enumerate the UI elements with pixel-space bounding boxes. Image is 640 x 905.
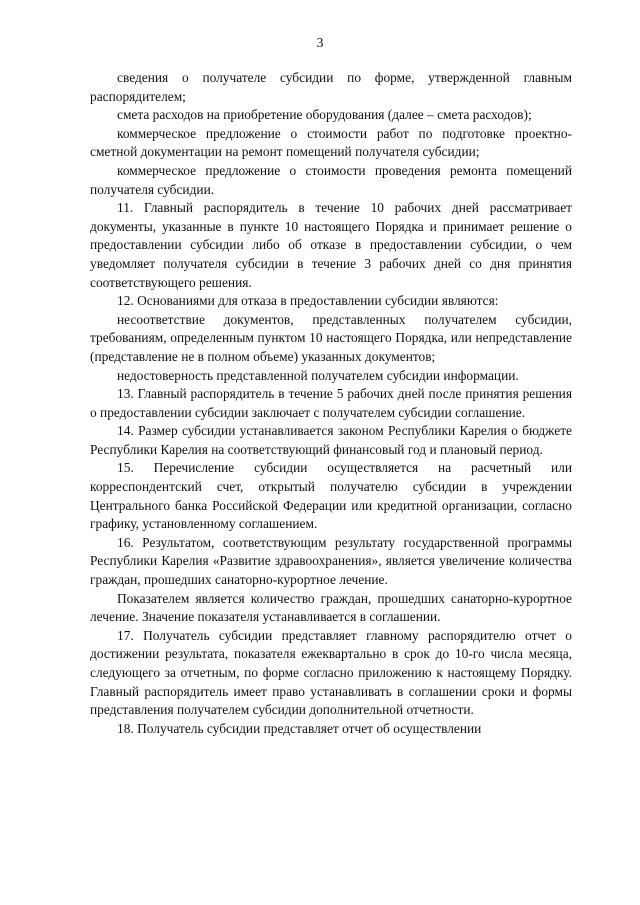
paragraph-item-11: 11. Главный распорядитель в течение 10 рабочих дней рассматривает документы, указанные в пункте 10 настоящего Порядка и принимает решение о предоставлении субсидии либо об отказе в предоставлении субсидии, о чем уведомляет получателя субсидии в течение 3 рабочих дней со дня принятия соответствующего решения.	[90, 200, 572, 290]
paragraph-item-12: 12. Основаниями для отказа в предоставлении субсидии являются:	[117, 293, 499, 309]
page-number: 3	[316, 36, 324, 51]
paragraph: Показателем является количество граждан, прошедших санаторно-курортное лечение. Значение показателя устанавливается в соглашении.	[90, 590, 572, 625]
paragraph: сведения о получателе субсидии по форме, утвержденной главным распорядителем;	[90, 70, 572, 104]
paragraph: смета расходов на приобретение оборудования (далее – смета расходов);	[117, 107, 532, 123]
document-body	[90, 69, 572, 738]
paragraph-item-14: 14. Размер субсидии устанавливается законом Республики Карелия о бюджете Республики Карелия на соответствующий финансовый год и плановый период.	[90, 423, 572, 457]
paragraph: несоответствие документов, представленных получателем субсидии, требованиям, определенным пунктом 10 настоящего Порядка, или непредставление (представление не в полном объеме) указанных документов;	[90, 311, 572, 364]
paragraph-item-13: 13. Главный распорядитель в течение 5 рабочих дней после принятия решения о предоставлении субсидии заключает с получателем субсидии соглашение.	[90, 386, 572, 420]
paragraph-item-18: 18. Получатель субсидии представляет отчет об осуществлении	[117, 720, 482, 736]
paragraph: недостоверность представленной получателем субсидии информации.	[117, 367, 519, 383]
paragraph-item-16: 16. Результатом, соответствующим результату государственной программы Республики Карелия «Развитие здравоохранения», является увеличение количества граждан, прошедших санаторно-курортное лечение.	[90, 534, 572, 588]
paragraph: коммерческое предложение о стоимости проведения ремонта помещений получателя субсидии.	[90, 162, 572, 197]
paragraph-item-17: 17. Получатель субсидии представляет главному распорядителю отчет о достижении результата, показателя ежеквартально в срок до 10-го числа месяца, следующего за отчетным, по форме согласно приложению к настоящему Порядку. Главный распорядитель имеет право устанавливать в соглашении сроки и формы представления получателем субсидии дополнительной отчетности.	[90, 627, 572, 718]
paragraph-item-15: 15. Перечисление субсидии осуществляется на расчетный или корреспондентский счет, открытый получателю субсидии в учреждении Центрального банка Российской Федерации или кредитной организации, согласно графику, установленному соглашением.	[90, 460, 572, 532]
paragraph: коммерческое предложение о стоимости работ по подготовке проектно-сметной документации на ремонт помещений получателя субсидии;	[90, 125, 572, 160]
